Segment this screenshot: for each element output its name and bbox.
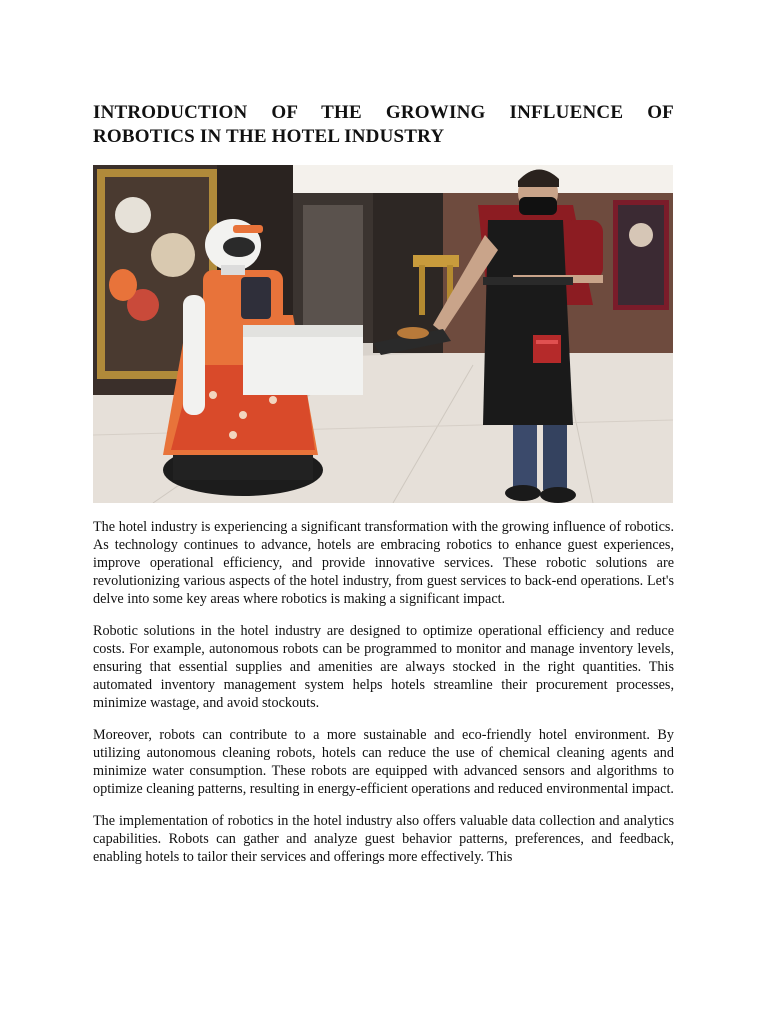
paragraph-3: Moreover, robots can contribute to a more sustainable and eco-friendly hotel environment. By utilizing autonomous cleaning robots, hotels can reduce the use of chemical cleaning agents and minimize water consumption. These robots are equipped with advanced sensors and algorithms to optimize cleaning patterns, resulting in energy-efficient operations and reduced environmental impact. (93, 727, 674, 797)
hotel-robot-photo (93, 165, 673, 503)
paragraph-2: Robotic solutions in the hotel industry are designed to optimize operational efficiency and reduce costs. For example, autonomous robots can be programmed to monitor and manage inventory levels, ensuring that essential supplies and amenities are always stocked in the right quantities. This automated inventory management system helps hotels streamline their procurement processes, minimize wastage, and avoid stockouts. (93, 623, 674, 711)
document-body (93, 518, 674, 880)
paragraph-1: The hotel industry is experiencing a significant transformation with the growing influence of robotics. As technology continues to advance, hotels are embracing robotics to enhance guest experiences, improve operational efficiency, and provide innovative services. These robotic solutions are revolutionizing various aspects of the hotel industry, from guest services to back-end operations. Let's delve into some key areas where robotics is making a significant impact. (93, 519, 674, 607)
photo-illustration (93, 165, 673, 503)
document-title: INTRODUCTION OF THE GROWING INFLUENCE OF ROBOTICS IN THE HOTEL INDUSTRY (93, 102, 674, 147)
paragraph-4: The implementation of robotics in the hotel industry also offers valuable data collection and analytics capabilities. Robots can gather and analyze guest behavior patterns, preferences, and feedback, enabling hotels to tailor their services and offerings more effectively. This (93, 813, 674, 865)
